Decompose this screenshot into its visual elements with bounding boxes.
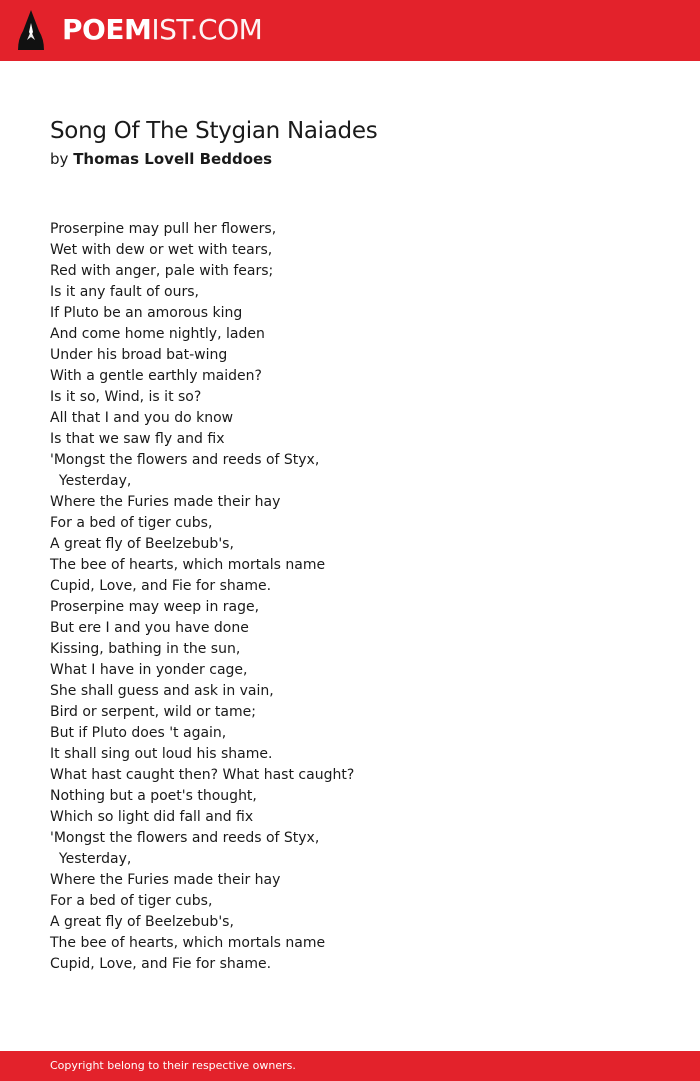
poem-line: Cupid, Love, and Fie for shame.	[50, 956, 272, 972]
poem-line: 'Mongst the flowers and reeds of Styx,	[50, 830, 320, 846]
poem-line: What I have in yonder cage,	[50, 662, 248, 678]
poem-line: Cupid, Love, and Fie for shame.	[50, 578, 272, 594]
copyright-text: Copyright belong to their respective owners.	[50, 1059, 296, 1072]
poem-line: For a bed of tiger cubs,	[50, 515, 213, 531]
by-label: by	[50, 150, 69, 168]
poem-title: Song Of The Stygian Naiades	[50, 118, 378, 144]
poem-line: Is that we saw fly and fix	[50, 431, 225, 447]
poem-line: But ere I and you have done	[50, 620, 249, 636]
poem-line: Wet with dew or wet with tears,	[50, 242, 273, 258]
poem-line: Nothing but a poet's thought,	[50, 788, 257, 804]
poem-line: Bird or serpent, wild or tame;	[50, 704, 256, 720]
poem-line: It shall sing out loud his shame.	[50, 746, 273, 762]
poem-line: Is it any fault of ours,	[50, 284, 199, 300]
poem-line: What hast caught then? What hast caught?	[50, 767, 355, 783]
poem-line: Under his broad bat-wing	[50, 347, 228, 363]
poem-line: Where the Furies made their hay	[50, 872, 281, 888]
poem-line: All that I and you do know	[50, 410, 234, 426]
logo-text-light: IST.COM	[151, 13, 263, 46]
logo-text-bold: POEM	[62, 13, 152, 46]
pen-nib-logo-icon	[17, 9, 45, 51]
site-footer	[0, 1051, 700, 1081]
poem-line: Kissing, bathing in the sun,	[50, 641, 241, 657]
poem-line: For a bed of tiger cubs,	[50, 893, 213, 909]
poem-line: 'Mongst the flowers and reeds of Styx,	[50, 452, 320, 468]
poem-line: If Pluto be an amorous king	[50, 305, 243, 321]
byline	[50, 149, 272, 169]
poem-line: The bee of hearts, which mortals name	[50, 935, 326, 951]
poem-line: Proserpine may weep in rage,	[50, 599, 260, 615]
poem-line: A great fly of Beelzebub's,	[50, 536, 234, 552]
poem-line: Where the Furies made their hay	[50, 494, 281, 510]
author-name[interactable]: Thomas Lovell Beddoes	[73, 150, 273, 168]
poem-line: Which so light did fall and fix	[50, 809, 254, 825]
poem-line: Proserpine may pull her flowers,	[50, 221, 277, 237]
poem-line: She shall guess and ask in vain,	[50, 683, 274, 699]
site-logo-link[interactable]	[62, 12, 262, 48]
site-header	[0, 0, 700, 61]
poem-line: The bee of hearts, which mortals name	[50, 557, 326, 573]
poem-line: Yesterday,	[50, 473, 132, 489]
poem-line: A great fly of Beelzebub's,	[50, 914, 234, 930]
poem-body	[50, 219, 650, 975]
poem-line: And come home nightly, laden	[50, 326, 265, 342]
poem-line: But if Pluto does 't again,	[50, 725, 227, 741]
poem-line: Red with anger, pale with fears;	[50, 263, 274, 279]
poem-line: Yesterday,	[50, 851, 132, 867]
poem-line: With a gentle earthly maiden?	[50, 368, 262, 384]
poem-line: Is it so, Wind, is it so?	[50, 389, 202, 405]
